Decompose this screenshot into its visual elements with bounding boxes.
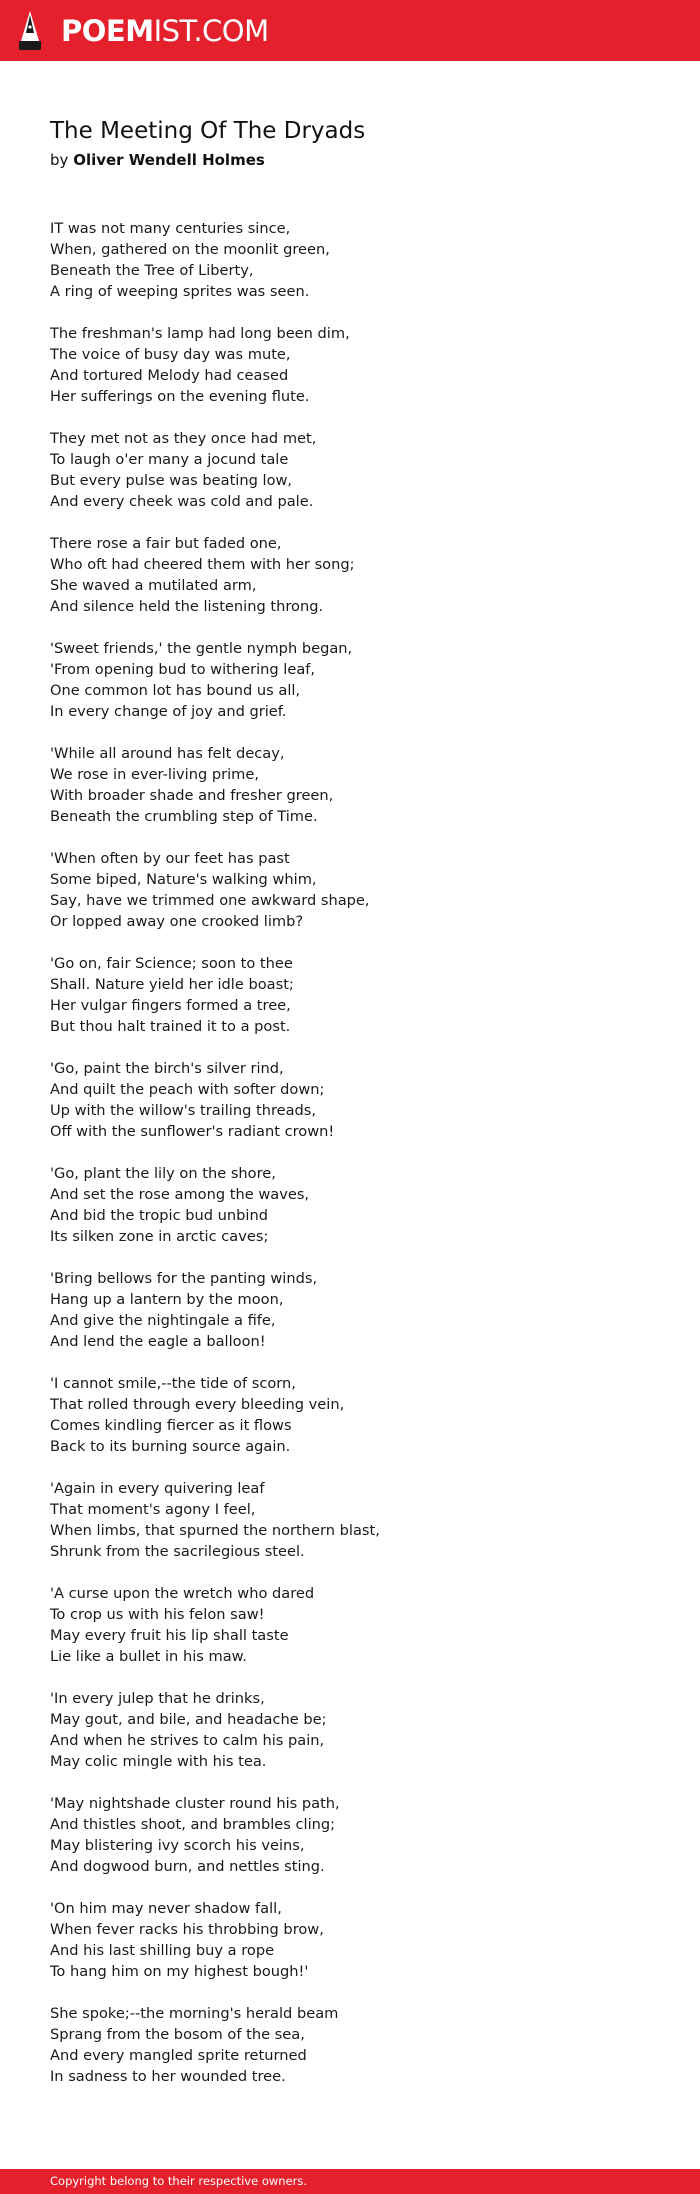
poem-line: When, gathered on the moonlit green, xyxy=(50,241,330,258)
poem-line: 'In every julep that he drinks, xyxy=(50,1690,265,1707)
poem-line: Shrunk from the sacrilegious steel. xyxy=(50,1543,305,1560)
poem-stanza xyxy=(50,1583,650,1667)
poem-line: And every cheek was cold and pale. xyxy=(50,493,314,510)
poem-line: And his last shilling buy a rope xyxy=(50,1942,275,1959)
poem-line: The voice of busy day was mute, xyxy=(50,346,291,363)
poem-stanza xyxy=(50,848,650,932)
poem-stanza xyxy=(50,428,650,512)
poem-line: She spoke;--the morning's herald beam xyxy=(50,2005,339,2022)
poem-header xyxy=(50,115,650,171)
poem-stanza xyxy=(50,953,650,1037)
poem-line: Or lopped away one crooked limb? xyxy=(50,913,304,930)
poem-line: We rose in ever-living prime, xyxy=(50,766,259,783)
poem-line: To laugh o'er many a jocund tale xyxy=(50,451,289,468)
poem-title: The Meeting Of The Dryads xyxy=(50,118,366,144)
poem-line: A ring of weeping sprites was seen. xyxy=(50,283,310,300)
poem-stanza xyxy=(50,1373,650,1457)
poem-line: Its silken zone in arctic caves; xyxy=(50,1228,269,1245)
poem-line: That rolled through every bleeding vein, xyxy=(50,1396,345,1413)
poem-line: Her sufferings on the evening flute. xyxy=(50,388,310,405)
poem-line: But thou halt trained it to a post. xyxy=(50,1018,291,1035)
poem-line: IT was not many centuries since, xyxy=(50,220,291,237)
site-logo[interactable] xyxy=(61,11,269,51)
poem-line: 'While all around has felt decay, xyxy=(50,745,285,762)
poem-line: And give the nightingale a fife, xyxy=(50,1312,276,1329)
poem-line: And every mangled sprite returned xyxy=(50,2047,307,2064)
poem-stanza xyxy=(50,1058,650,1142)
poem-stanza xyxy=(50,218,650,302)
poem-stanza xyxy=(50,638,650,722)
poem-line: May colic mingle with his tea. xyxy=(50,1753,267,1770)
poem-line: To crop us with his felon saw! xyxy=(50,1606,265,1623)
poem-line: Who oft had cheered them with her song; xyxy=(50,556,355,573)
poem-line: May every fruit his lip shall taste xyxy=(50,1627,289,1644)
poem-author[interactable]: Oliver Wendell Holmes xyxy=(73,151,265,169)
poem-line: 'Go on, fair Science; soon to thee xyxy=(50,955,293,972)
poem-line: 'May nightshade cluster round his path, xyxy=(50,1795,340,1812)
poem-line: 'Go, paint the birch's silver rind, xyxy=(50,1060,284,1077)
poem-line: She waved a mutilated arm, xyxy=(50,577,257,594)
poem-line: When limbs, that spurned the northern blast, xyxy=(50,1522,380,1539)
poem-line: Shall. Nature yield her idle boast; xyxy=(50,976,294,993)
poem-stanza xyxy=(50,1898,650,1982)
poem-line: And set the rose among the waves, xyxy=(50,1186,310,1203)
poem-line: Hang up a lantern by the moon, xyxy=(50,1291,284,1308)
poem-line: And quilt the peach with softer down; xyxy=(50,1081,325,1098)
poem-line: 'When often by our feet has past xyxy=(50,850,290,867)
poem-stanza xyxy=(50,1478,650,1562)
poem-line: 'I cannot smile,--the tide of scorn, xyxy=(50,1375,296,1392)
poem-line: In every change of joy and grief. xyxy=(50,703,287,720)
poem-line: And when he strives to calm his pain, xyxy=(50,1732,325,1749)
poem-line: There rose a fair but faded one, xyxy=(50,535,282,552)
poem-line: 'Sweet friends,' the gentle nymph began, xyxy=(50,640,353,657)
poem-line: 'From opening bud to withering leaf, xyxy=(50,661,316,678)
poem-line: One common lot has bound us all, xyxy=(50,682,301,699)
poem-line: When fever racks his throbbing brow, xyxy=(50,1921,324,1938)
poem-line: And lend the eagle a balloon! xyxy=(50,1333,266,1350)
poem-line: In sadness to her wounded tree. xyxy=(50,2068,286,2085)
poem-line: May gout, and bile, and headache be; xyxy=(50,1711,327,1728)
poem-stanza xyxy=(50,1268,650,1352)
poem-line: Up with the willow's trailing threads, xyxy=(50,1102,317,1119)
poem-line: And tortured Melody had ceased xyxy=(50,367,289,384)
poem-line: The freshman's lamp had long been dim, xyxy=(50,325,350,342)
poem-stanza xyxy=(50,1793,650,1877)
poem-stanza xyxy=(50,533,650,617)
poem-line: 'Again in every quivering leaf xyxy=(50,1480,265,1497)
poem-stanza xyxy=(50,1688,650,1772)
poem-line: And dogwood burn, and nettles sting. xyxy=(50,1858,325,1875)
site-footer xyxy=(0,2169,700,2194)
poem-line: And bid the tropic bud unbind xyxy=(50,1207,269,1224)
poem-line: 'On him may never shadow fall, xyxy=(50,1900,282,1917)
site-header xyxy=(0,0,700,61)
poem-line: Say, have we trimmed one awkward shape, xyxy=(50,892,370,909)
poem-line: They met not as they once had met, xyxy=(50,430,317,447)
poem-line: Comes kindling fiercer as it flows xyxy=(50,1417,292,1434)
poem-line: 'A curse upon the wretch who dared xyxy=(50,1585,315,1602)
poem-line: May blistering ivy scorch his veins, xyxy=(50,1837,305,1854)
poem-line: Sprang from the bosom of the sea, xyxy=(50,2026,305,2043)
poem-stanza xyxy=(50,1163,650,1247)
poem-line: To hang him on my highest bough!' xyxy=(50,1963,309,1980)
poem-line: Lie like a bullet in his maw. xyxy=(50,1648,247,1665)
pen-nib-icon[interactable] xyxy=(17,11,43,51)
poem-byline xyxy=(50,149,650,171)
logo-bold-text: POEM xyxy=(61,14,154,48)
logo-light-text: IST.COM xyxy=(153,14,269,48)
poem-line: Some biped, Nature's walking whim, xyxy=(50,871,317,888)
by-label: by xyxy=(50,151,69,169)
poem-line: Back to its burning source again. xyxy=(50,1438,291,1455)
poem-line: Off with the sunflower's radiant crown! xyxy=(50,1123,335,1140)
poem-line: That moment's agony I feel, xyxy=(50,1501,256,1518)
poem-line: With broader shade and fresher green, xyxy=(50,787,334,804)
poem-line: Her vulgar fingers formed a tree, xyxy=(50,997,291,1014)
poem-stanza xyxy=(50,323,650,407)
poem-line: 'Go, plant the lily on the shore, xyxy=(50,1165,276,1182)
poem-line: But every pulse was beating low, xyxy=(50,472,293,489)
copyright-text: Copyright belong to their respective owners. xyxy=(50,2174,308,2188)
poem-stanza xyxy=(50,2003,650,2087)
poem-line: Beneath the crumbling step of Time. xyxy=(50,808,318,825)
poem-line: Beneath the Tree of Liberty, xyxy=(50,262,254,279)
poem-body xyxy=(50,218,650,2108)
poem-line: And thistles shoot, and brambles cling; xyxy=(50,1816,336,1833)
poem-stanza xyxy=(50,743,650,827)
poem-line: 'Bring bellows for the panting winds, xyxy=(50,1270,318,1287)
poem-line: And silence held the listening throng. xyxy=(50,598,324,615)
